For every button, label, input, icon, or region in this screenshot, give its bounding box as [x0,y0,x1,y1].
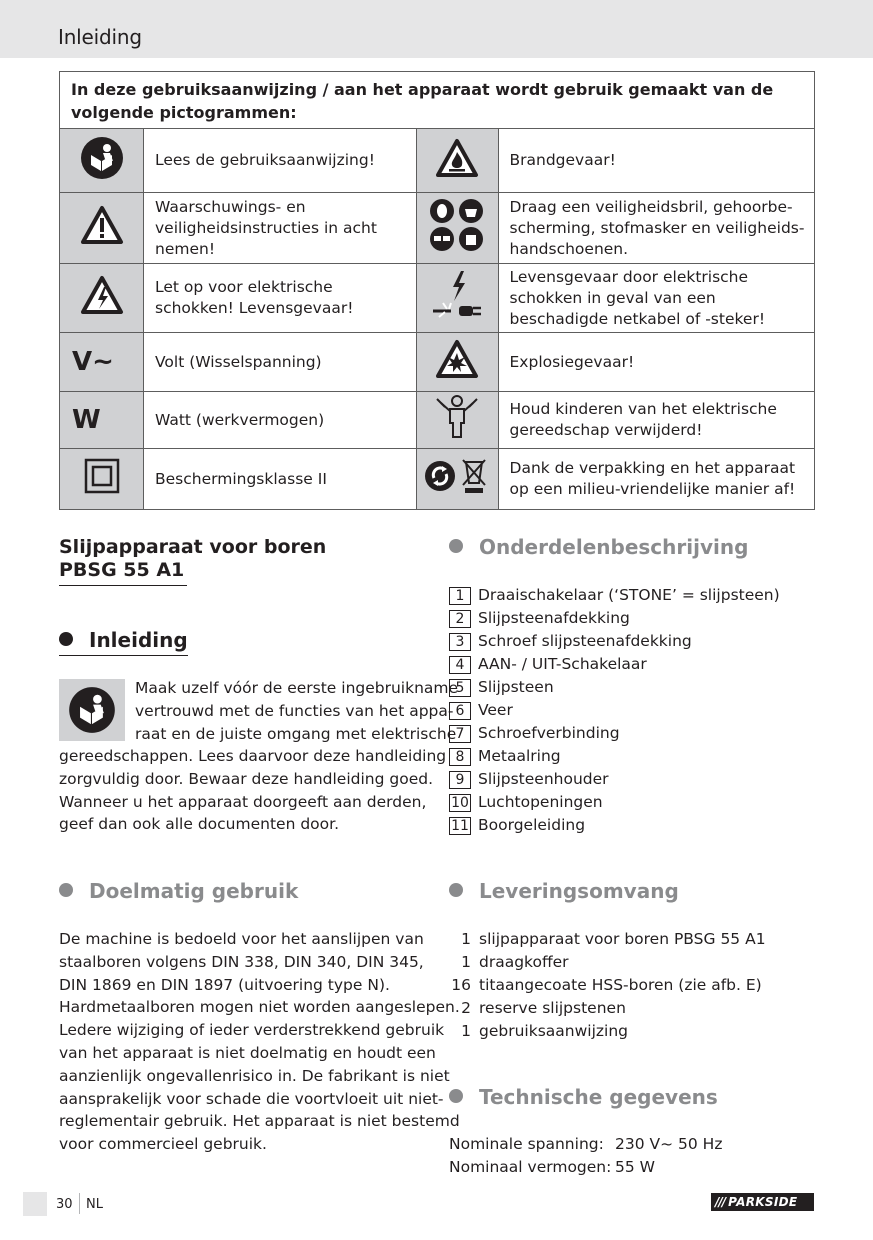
part-label: Slijpsteenhouder [478,770,609,788]
table-row [60,129,815,193]
bullet-icon [449,883,463,897]
pictogram-text: Explosiegevaar! [498,333,814,392]
text-line: vertrouwd met de functies van het appa- [135,701,454,720]
item-quantity: 16 [451,976,471,994]
pictogram-text: Volt (Wisselspanning) [144,333,417,392]
part-number: 7 [449,725,471,743]
item-label: draagkoffer [479,953,569,971]
text-line: van het apparaat is niet doelmatig en houdt een [59,1043,436,1062]
intro-paragraph-cont [59,745,446,836]
volt-ac-symbol: V~ [72,346,114,377]
keep-children-away-icon [433,393,481,441]
product-model: PBSG 55 A1 [59,559,187,586]
list-item [449,699,780,722]
table-row [60,392,815,449]
item-quantity: 1 [461,953,471,971]
delivery-list [449,928,766,1043]
page-title: Inleiding [58,25,142,49]
text-line: aansprakelijk voor schade die voortvloeit uit niet- [59,1089,444,1108]
warning-icon [80,205,124,245]
spec-value: 230 V~ 50 Hz [615,1135,723,1153]
part-number: 2 [449,610,471,628]
spec-key: Nominale spanning: [449,1135,604,1153]
parkside-logo [711,1193,814,1211]
item-label: gebruiksaanwijzing [479,1022,628,1040]
table-row [60,264,815,333]
part-label: Draaischakelaar (‘STONE’ = slijpsteen) [478,586,780,604]
text-line: voor commercieel gebruik. [59,1135,267,1154]
text-line: DIN 1869 en DIN 1897 (uitvoering type N). [59,975,390,994]
protection-class-ii-icon [84,458,120,494]
text-line: Wanneer u het apparaat doorgeeft aan derden, [59,792,427,811]
product-title-line1: Slijpapparaat voor boren [59,536,327,558]
list-item [449,814,780,837]
text-line: aanzienlijk ongevallenrisico in. De fabrikant is niet [59,1066,450,1085]
read-manual-icon [59,679,125,741]
pictogram-table-header [60,72,815,129]
section-heading-intended-use [59,879,298,903]
spec-key: Nominaal vermogen: [449,1158,612,1176]
table-row [60,193,815,264]
part-number: 10 [449,794,471,812]
list-item [449,1020,766,1043]
footer-marker [23,1192,47,1216]
page-number: 30 [56,1197,73,1212]
section-heading-text: Inleiding [89,628,188,652]
pictogram-table [59,71,815,510]
list-item [449,630,780,653]
damaged-cable-icon [429,267,485,323]
pictogram-text: Beschermingsklasse II [144,449,417,510]
protective-gear-icon [427,197,487,253]
pictogram-table-heading: In deze gebruiksaanwijzing / aan het apparaat wordt gebruik gemaakt van de volgende pictogrammen: [60,72,815,129]
part-number: 6 [449,702,471,720]
spec-row [449,1133,722,1156]
part-label: Slijpsteen [478,678,554,696]
list-item [449,676,780,699]
pictogram-text: Lees de gebruiksaanwijzing! [144,129,417,193]
spec-value: 55 W [615,1158,655,1176]
electric-shock-icon [80,275,124,315]
bullet-icon [449,539,463,553]
pictogram-text: Dank de verpakking en het apparaat op een milieu-vriendelijke manier af! [498,449,814,510]
text-line: Hardmetaalboren mogen niet worden aangeslepen. [59,998,460,1017]
part-number: 1 [449,587,471,605]
part-number: 5 [449,679,471,697]
part-number: 9 [449,771,471,789]
bullet-icon [59,883,73,897]
part-label: Veer [478,701,513,719]
section-heading-intro [59,628,188,652]
part-number: 4 [449,656,471,674]
part-label: Schroef slijpsteenafdekking [478,632,692,650]
item-quantity: 1 [461,930,471,948]
pictogram-text: Levensgevaar door elektrische schokken in geval van een beschadigde netkabel of -steker! [498,264,814,333]
list-item [449,745,780,768]
section-heading-text: Onderdelenbeschrijving [479,535,749,559]
table-row [60,449,815,510]
fire-hazard-icon [435,138,479,178]
pictogram-text: Waarschuwings- en veiligheidsinstructies in acht nemen! [144,193,417,264]
list-item [449,584,780,607]
spec-row [449,1156,722,1179]
text-line: geef dan ook alle documenten door. [59,815,339,834]
watt-symbol: W [72,404,101,435]
product-title [59,536,327,586]
list-item [449,951,766,974]
pictogram-text: Houd kinderen van het elektrische gereedschap verwijderd! [498,392,814,449]
text-line: Ledere wijziging of ieder verderstrekkend gebruik [59,1021,445,1040]
part-number: 8 [449,748,471,766]
section-heading-parts [449,535,748,559]
part-label: Slijpsteenafdekking [478,609,630,627]
read-manual-icon [79,135,125,181]
text-line: reglementair gebruik. Het apparaat is niet bestemd [59,1112,460,1131]
item-quantity: 2 [461,999,471,1017]
section-heading-specs [449,1085,718,1109]
section-heading-text: Leveringsomvang [479,879,679,903]
pictogram-text: Draag een veiligheidsbril, gehoorbe-scherming, stofmasker en veiligheids-handschoenen. [498,193,814,264]
section-heading-delivery [449,879,679,903]
logo-text: PARKSIDE [728,1195,798,1209]
list-item [449,974,766,997]
list-item [449,791,780,814]
item-label: titaangecoate HSS-boren (zie afb. E) [479,976,762,994]
text-line: Maak uzelf vóór de eerste ingebruikname [135,679,459,697]
logo-slashes: /// [715,1195,726,1209]
text-line: gereedschappen. Lees daarvoor deze handleiding [59,747,447,765]
section-heading-text: Technische gegevens [479,1085,718,1109]
section-heading-text: Doelmatig gebruik [89,879,299,903]
text-line: zorgvuldig door. Bewaar deze handleiding goed. [59,769,433,788]
list-item [449,722,780,745]
item-quantity: 1 [461,1022,471,1040]
bullet-icon [59,632,73,646]
part-label: AAN- / UIT-Schakelaar [478,655,647,673]
footer-divider [79,1193,80,1214]
list-item [449,653,780,676]
list-item [449,928,766,951]
pictogram-text: Watt (werkvermogen) [144,392,417,449]
language-code: NL [86,1197,103,1212]
text-line: raat en de juiste omgang met elektrische [135,724,457,743]
part-label: Metaalring [478,747,561,765]
recycling-icon [422,456,492,496]
part-label: Luchtopeningen [478,793,603,811]
part-number: 11 [449,817,471,835]
part-label: Boorgeleiding [478,816,586,834]
part-number: 3 [449,633,471,651]
part-label: Schroefverbinding [478,724,620,742]
list-item [449,607,780,630]
text-line: staalboren volgens DIN 338, DIN 340, DIN 345, [59,952,424,971]
intro-paragraph [135,677,458,745]
header-bar [0,0,873,58]
table-row [60,333,815,392]
bullet-icon [449,1089,463,1103]
parts-list [449,584,780,837]
item-label: reserve slijpstenen [479,999,626,1017]
pictogram-text: Let op voor elektrische schokken! Levensgevaar! [144,264,417,333]
list-item [449,768,780,791]
specs-table [449,1133,722,1179]
item-label: slijpapparaat voor boren PBSG 55 A1 [479,930,766,948]
explosion-hazard-icon [435,339,479,379]
text-line: De machine is bedoeld voor het aanslijpen van [59,930,424,948]
pictogram-text: Brandgevaar! [498,129,814,193]
intended-use-paragraph [59,928,460,1156]
list-item [449,997,766,1020]
